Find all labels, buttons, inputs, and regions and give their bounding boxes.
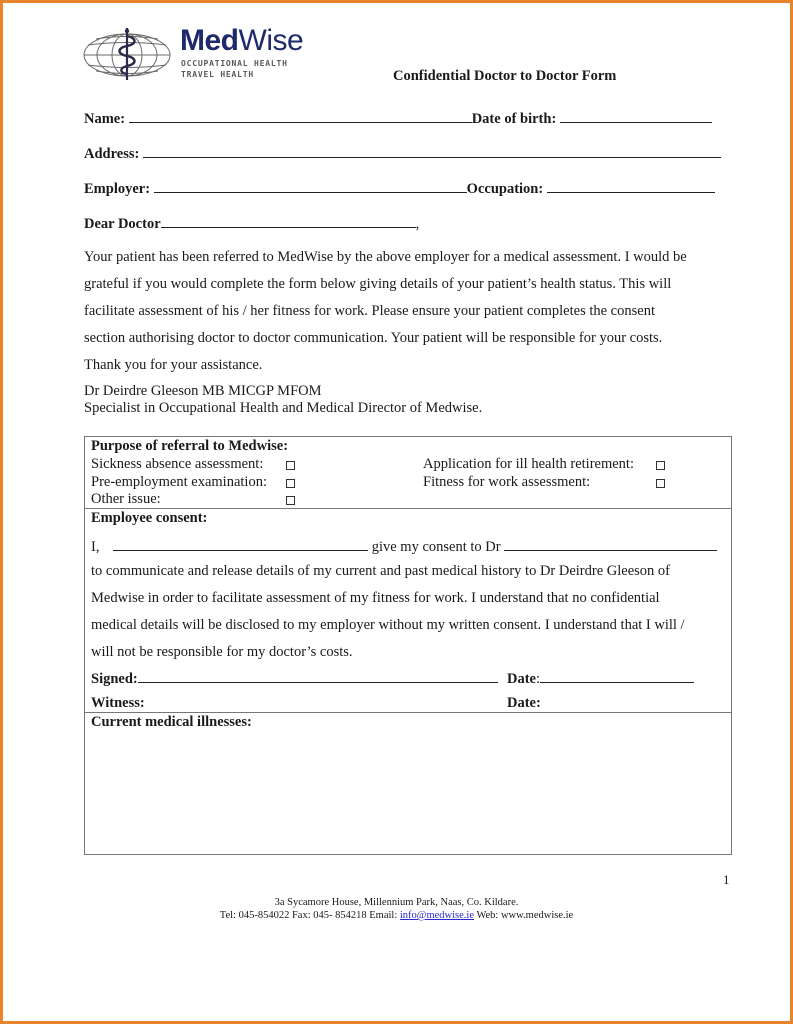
employer-row bbox=[84, 179, 715, 198]
footer-email-link[interactable]: info@medwise.ie bbox=[399, 910, 475, 921]
page-number: 1 bbox=[723, 872, 730, 887]
option-pre-employment-label: Pre-employment examination: bbox=[91, 474, 267, 490]
letter-line: Thank you for your assistance. bbox=[84, 357, 263, 373]
consent-first-line bbox=[91, 537, 717, 556]
option-fitness-for-work-checkbox[interactable] bbox=[656, 479, 665, 488]
footer-contact bbox=[0, 910, 793, 921]
signature-block bbox=[84, 383, 482, 417]
employee-name-field[interactable] bbox=[113, 537, 368, 551]
signature-title: Specialist in Occupational Health and Medical Director of Medwise. bbox=[84, 400, 483, 416]
footer-web: Web: www.medwise.ie bbox=[474, 910, 574, 921]
form-title: Confidential Doctor to Doctor Form bbox=[393, 68, 617, 84]
signature-name: Dr Deirdre Gleeson MB MICGP MFOM bbox=[84, 383, 322, 399]
occupation-field[interactable] bbox=[547, 179, 715, 193]
option-other-issue-checkbox[interactable] bbox=[286, 496, 295, 505]
date-field[interactable] bbox=[540, 669, 694, 683]
dear-doctor-field[interactable] bbox=[161, 214, 416, 228]
signed-field[interactable] bbox=[138, 669, 498, 683]
section-divider bbox=[85, 508, 731, 509]
signed-row bbox=[91, 669, 498, 688]
dear-doctor-row bbox=[84, 214, 419, 233]
letter-line: grateful if you would complete the form below giving details of your patient’s health status. This will bbox=[84, 276, 672, 292]
address-label: Address: bbox=[84, 146, 140, 162]
address-field[interactable] bbox=[143, 144, 721, 158]
witness-date-label: Date: bbox=[507, 695, 541, 711]
option-fitness-for-work-label: Fitness for work assessment: bbox=[423, 474, 591, 490]
logo-tagline-2: TRAVEL HEALTH bbox=[181, 70, 255, 79]
section-divider bbox=[85, 712, 731, 713]
consent-line: to communicate and release details of my current and past medical history to Dr Deirdre Gleeson of bbox=[91, 563, 670, 579]
option-sickness-absence-label: Sickness absence assessment: bbox=[91, 456, 264, 472]
consent-line: will not be responsible for my doctor’s costs. bbox=[91, 644, 353, 660]
logo-brand-light: Wise bbox=[238, 24, 304, 57]
letter-body bbox=[84, 244, 687, 379]
occupation-label: Occupation: bbox=[466, 181, 544, 197]
option-ill-health-retirement-label: Application for ill health retirement: bbox=[423, 456, 634, 472]
consent-text bbox=[91, 558, 685, 666]
date-row bbox=[507, 669, 694, 688]
logo-brand-bold: Med bbox=[180, 24, 239, 57]
consent-line: Medwise in order to facilitate assessment of my fitness for work. I understand that no confidential bbox=[91, 590, 660, 606]
name-label: Name: bbox=[84, 111, 126, 127]
option-pre-employment-checkbox[interactable] bbox=[286, 479, 295, 488]
form-box bbox=[84, 436, 732, 855]
signed-label: Signed: bbox=[91, 671, 138, 687]
consent-doctor-field[interactable] bbox=[504, 537, 717, 551]
consent-line: medical details will be disclosed to my employer without my written consent. I understand that I will / bbox=[91, 617, 685, 633]
referral-heading: Purpose of referral to Medwise: bbox=[91, 438, 289, 454]
dob-field[interactable] bbox=[560, 109, 712, 123]
option-sickness-absence-checkbox[interactable] bbox=[286, 461, 295, 470]
illnesses-heading: Current medical illnesses: bbox=[91, 714, 252, 730]
letter-line: Your patient has been referred to MedWise by the above employer for a medical assessment. I would be bbox=[84, 249, 687, 265]
date-label: Date bbox=[507, 671, 536, 687]
witness-label: Witness: bbox=[91, 695, 145, 711]
consent-i-label: I, bbox=[91, 539, 100, 555]
consent-give-label: give my consent to Dr bbox=[371, 539, 501, 555]
letter-line: facilitate assessment of his / her fitness for work. Please ensure your patient completes the consent bbox=[84, 303, 655, 319]
name-field[interactable] bbox=[129, 109, 472, 123]
consent-heading: Employee consent: bbox=[91, 510, 208, 526]
option-ill-health-retirement-checkbox[interactable] bbox=[656, 461, 665, 470]
option-other-issue-label: Other issue: bbox=[91, 491, 161, 507]
logo-brand bbox=[180, 26, 303, 56]
letter-line: section authorising doctor to doctor communication. Your patient will be responsible for your costs. bbox=[84, 330, 663, 346]
dear-doctor-label: Dear Doctor bbox=[84, 216, 161, 232]
address-row bbox=[84, 144, 721, 163]
footer-address: 3a Sycamore House, Millennium Park, Naas, Co. Kildare. bbox=[274, 897, 519, 908]
name-row bbox=[84, 109, 712, 128]
employer-label: Employer: bbox=[84, 181, 151, 197]
date-colon: : bbox=[536, 671, 541, 687]
logo-tagline-1: OCCUPATIONAL HEALTH bbox=[181, 59, 288, 68]
globe-caduceus-icon bbox=[82, 28, 172, 80]
employer-field[interactable] bbox=[154, 179, 467, 193]
footer-contact-prefix: Tel: 045-854022 Fax: 045- 854218 Email: bbox=[219, 910, 400, 921]
dob-label: Date of birth: bbox=[471, 111, 557, 127]
illnesses-field[interactable] bbox=[85, 733, 731, 853]
dear-doctor-comma: , bbox=[415, 216, 420, 232]
medwise-logo bbox=[82, 24, 322, 84]
